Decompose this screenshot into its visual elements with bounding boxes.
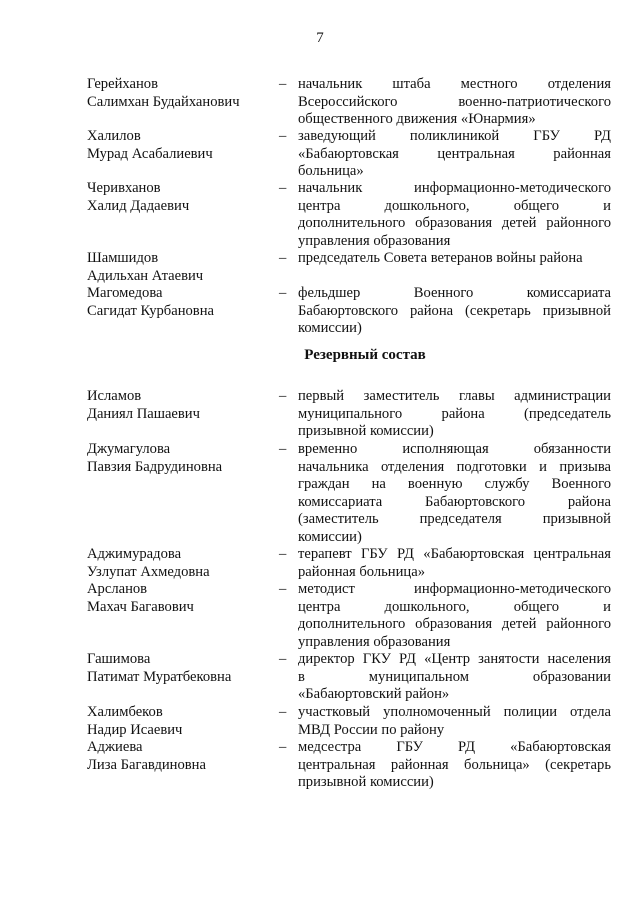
role-line: комиссариата Бабаюртовского района	[298, 493, 611, 510]
given-names: Даниял Пашаевич	[87, 405, 200, 422]
surname: Шамшидов	[87, 250, 159, 266]
surname: Джумагулова	[87, 441, 171, 457]
surname: Халимбеков	[87, 704, 163, 720]
dash-separator: –	[279, 180, 287, 196]
surname: Халилов	[87, 128, 141, 144]
role-line: призывной комиссии)	[298, 774, 434, 791]
surname: Арсланов	[87, 581, 148, 597]
role-line: методист информационно-методического	[298, 581, 611, 597]
dash-separator: –	[279, 250, 287, 266]
role-line: (заместитель председателя призывной	[298, 511, 611, 528]
given-names: Халид Дадаевич	[87, 197, 190, 214]
surname: Гашимова	[87, 651, 151, 667]
member-role	[298, 704, 611, 739]
role-line: центра дошкольного, общего и	[298, 598, 611, 615]
member-name	[87, 180, 277, 215]
role-line: больница»	[298, 163, 364, 180]
member-role	[298, 128, 611, 181]
given-names: Махач Багавович	[87, 598, 194, 615]
dash-separator: –	[279, 76, 287, 92]
role-line: первый заместитель главы администрации	[298, 388, 611, 404]
given-names: Патимат Муратбековна	[87, 668, 232, 685]
member-name	[87, 128, 277, 163]
member-name	[87, 739, 277, 774]
member-name	[87, 581, 277, 616]
role-line: директор ГКУ РД «Центр занятости населения	[298, 651, 611, 667]
given-names: Адильхан Атаевич	[87, 267, 204, 284]
role-line: центра дошкольного, общего и	[298, 197, 611, 214]
reserve-section-title: Резервный состав	[304, 347, 426, 363]
dash-separator: –	[279, 546, 287, 562]
role-line: управления образования	[298, 232, 451, 249]
given-names: Сагидат Курбановна	[87, 302, 214, 319]
member-role	[298, 388, 611, 441]
given-names: Надир Исаевич	[87, 721, 183, 738]
member-role	[298, 651, 611, 704]
role-line: дополнительного образования детей районного	[298, 616, 611, 633]
role-line: дополнительного образования детей районного	[298, 215, 611, 232]
surname: Аджимурадова	[87, 546, 182, 562]
member-role	[298, 250, 611, 268]
role-line: терапевт ГБУ РД «Бабаюртовская центральная	[298, 546, 611, 562]
role-line: начальника отделения подготовки и призыва	[298, 458, 611, 475]
surname: Магомедова	[87, 285, 163, 301]
role-line: в муниципальном образовании	[298, 668, 611, 685]
role-line: комиссии)	[298, 320, 362, 337]
given-names: Узлупат Ахмедовна	[87, 563, 210, 580]
role-line: Бабаюртовского района (секретарь призывной	[298, 302, 611, 319]
role-line: комиссии)	[298, 528, 362, 545]
role-line: управления образования	[298, 633, 451, 650]
given-names: Мурад Асабалиевич	[87, 145, 213, 162]
role-line: начальник информационно-методического	[298, 180, 611, 196]
member-role	[298, 76, 611, 129]
given-names: Салимхан Будайханович	[87, 93, 240, 110]
dash-separator: –	[279, 128, 287, 144]
role-line: временно исполняющая обязанности	[298, 441, 611, 457]
member-role	[298, 546, 611, 581]
dash-separator: –	[279, 704, 287, 720]
role-line: Всероссийского военно-патриотического	[298, 93, 611, 110]
role-line: «Бабаюртовский район»	[298, 686, 450, 703]
role-line: граждан на военную службу Военного	[298, 476, 611, 493]
role-line: медсестра ГБУ РД «Бабаюртовская	[298, 739, 611, 755]
role-line: МВД России по району	[298, 721, 445, 738]
member-role	[298, 581, 611, 651]
member-name	[87, 388, 277, 423]
role-line: участковый уполномоченный полиции отдела	[298, 704, 611, 720]
role-line: «Бабаюртовская центральная районная	[298, 145, 611, 162]
given-names: Павзия Бадрудиновна	[87, 458, 223, 475]
member-name	[87, 546, 277, 581]
dash-separator: –	[279, 441, 287, 457]
member-role	[298, 285, 611, 338]
dash-separator: –	[279, 739, 287, 755]
member-name	[87, 651, 277, 686]
given-names: Лиза Багавдиновна	[87, 756, 206, 773]
member-name	[87, 250, 277, 285]
role-line: призывной комиссии)	[298, 423, 434, 440]
dash-separator: –	[279, 388, 287, 404]
dash-separator: –	[279, 651, 287, 667]
role-line: районная больница»	[298, 563, 426, 580]
member-name	[87, 76, 277, 111]
member-role	[298, 441, 611, 547]
surname: Герейханов	[87, 76, 158, 92]
role-line: центральная районная больница» (секретарь	[298, 756, 611, 773]
surname: Аджиева	[87, 739, 143, 755]
surname: Исламов	[87, 388, 142, 404]
role-line: муниципального района (председатель	[298, 405, 611, 422]
member-name	[87, 285, 277, 320]
dash-separator: –	[279, 285, 287, 301]
role-line: начальник штаба местного отделения	[298, 76, 611, 92]
member-name	[87, 441, 277, 476]
role-line: фельдшер Военного комиссариата	[298, 285, 611, 301]
member-role	[298, 739, 611, 792]
member-role	[298, 180, 611, 250]
role-line: заведующий поликлиникой ГБУ РД	[298, 128, 611, 144]
role-line: общественного движения «Юнармия»	[298, 111, 536, 128]
role-line: председатель Совета ветеранов войны района	[298, 250, 583, 266]
member-name	[87, 704, 277, 739]
dash-separator: –	[279, 581, 287, 597]
surname: Черивханов	[87, 180, 161, 196]
page-number: 7	[316, 30, 324, 46]
